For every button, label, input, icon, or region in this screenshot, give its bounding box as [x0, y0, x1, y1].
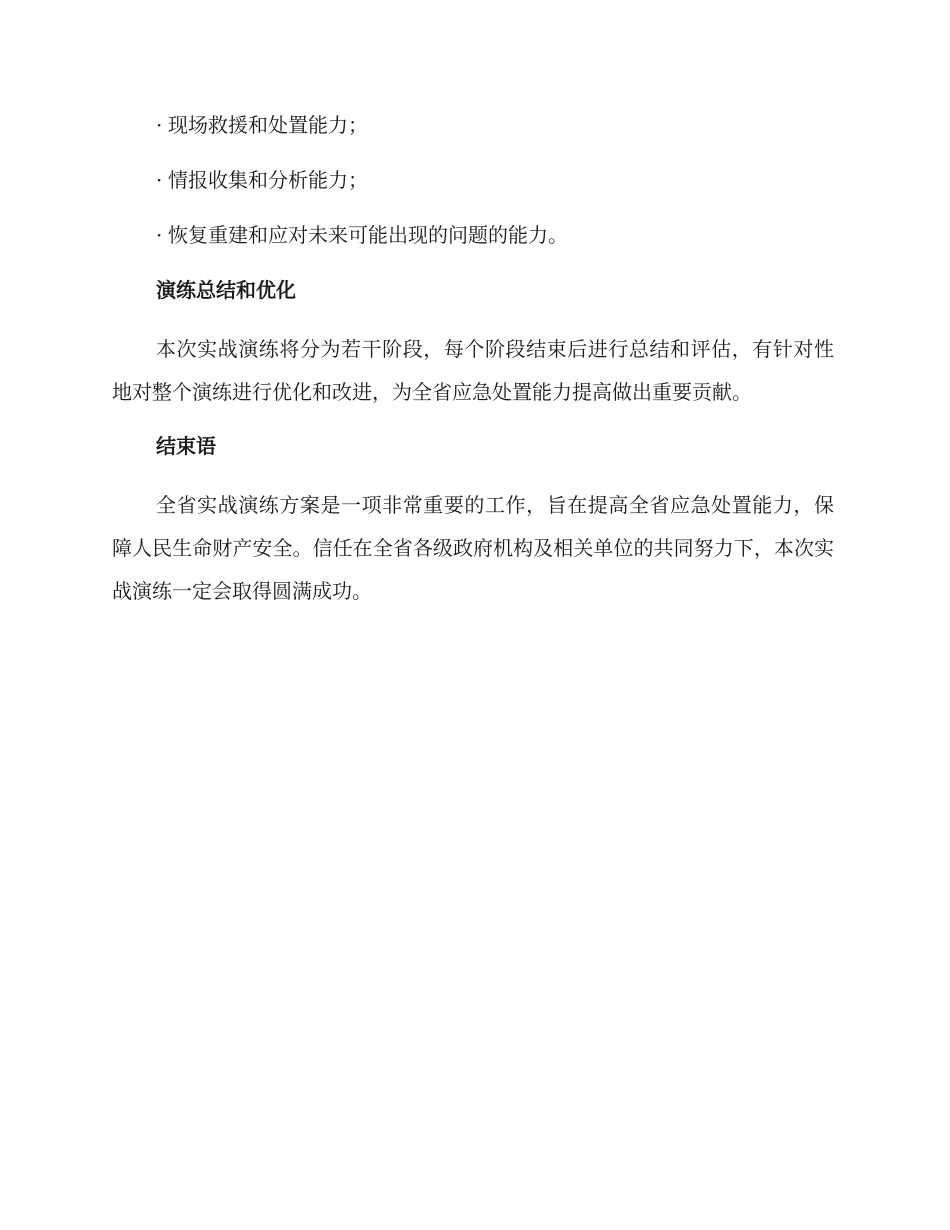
list-item-text: 恢复重建和应对未来可能出现的问题的能力。: [168, 223, 568, 247]
section-paragraph-conclusion: 全省实战演练方案是一项非常重要的工作，旨在提高全省应急处置能力，保障人民生命财产安全。信任在全省各级政府机构及相关单位的共同努力下，本次实战演练一定会取得圆满成功。: [112, 493, 834, 603]
section-heading-conclusion: 结束语: [156, 434, 216, 458]
list-item-text: 现场救援和处置能力；: [168, 113, 368, 137]
list-item: [156, 220, 834, 250]
document-body: [112, 110, 834, 630]
list-item-text: 情报收集和分析能力；: [168, 168, 368, 192]
section-heading-summary: 演练总结和优化: [156, 278, 296, 302]
list-item: [156, 110, 834, 140]
bullet-marker: ·: [156, 223, 163, 247]
section-paragraph-summary: 本次实战演练将分为若干阶段，每个阶段结束后进行总结和评估，有针对性地对整个演练进行优化和改进，为全省应急处置能力提高做出重要贡献。: [112, 337, 834, 404]
bullet-marker: ·: [156, 168, 163, 192]
list-item: [156, 165, 834, 195]
bullet-marker: ·: [156, 113, 163, 137]
